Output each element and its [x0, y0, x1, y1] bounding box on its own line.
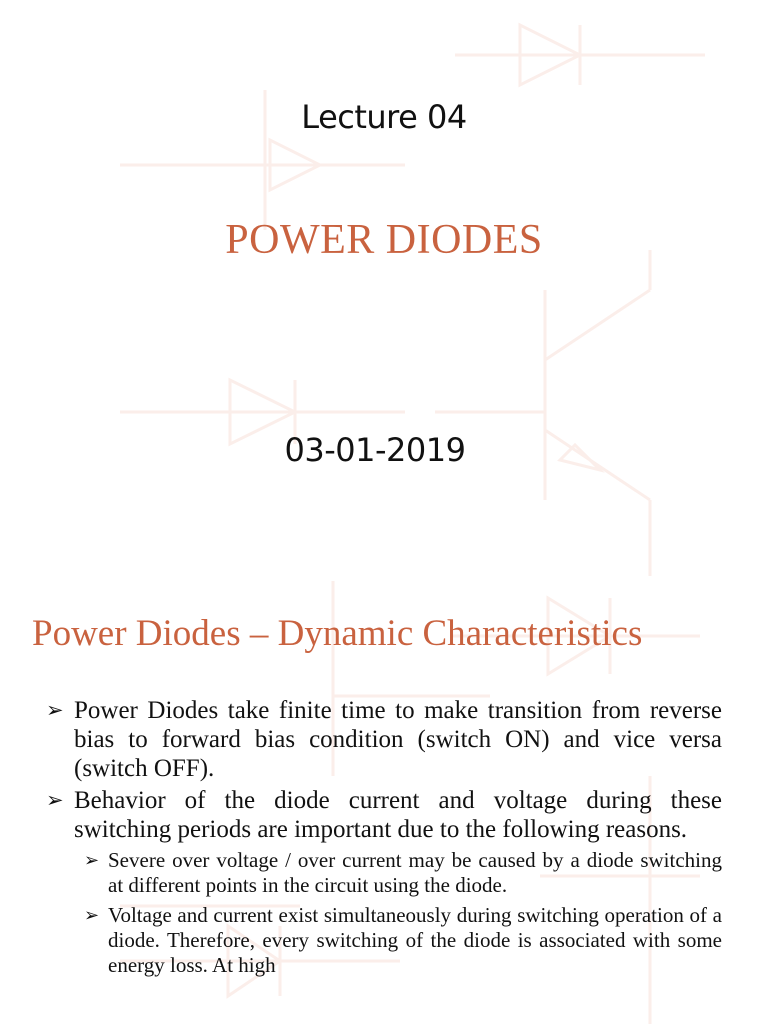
sub-bullet-item — [84, 848, 722, 898]
sub-bullet-text: Voltage and current exist simultaneously during switching operation of a diode. Therefore, every switching of the diode is associated with some energy loss. At high — [108, 903, 722, 977]
lecture-number: Lecture 04 — [301, 98, 467, 136]
arrow-bullet-icon: ➢ — [46, 698, 64, 722]
arrow-bullet-icon: ➢ — [46, 788, 64, 812]
slide-heading: Power Diodes – Dynamic Characteristics — [32, 613, 643, 654]
bullet-text: Behavior of the diode current and voltage during these switching periods are important due to the following reasons. — [74, 787, 722, 843]
bullet-item — [46, 786, 722, 978]
arrow-bullet-icon: ➢ — [84, 905, 100, 925]
sub-bullet-list — [46, 848, 722, 978]
slide-title: POWER DIODES — [225, 217, 543, 263]
sub-bullet-item — [84, 903, 722, 978]
sub-bullet-text: Severe over voltage / over current may be caused by a diode switching at different points in the circuit using the diode. — [108, 848, 722, 897]
bullet-text: Power Diodes take finite time to make transition from reverse bias to forward bias condition (switch ON) and vice versa (switch OFF). — [74, 697, 722, 782]
bullet-item — [46, 696, 722, 783]
content-slide — [0, 576, 768, 1024]
arrow-bullet-icon: ➢ — [84, 850, 100, 870]
bullet-list — [46, 696, 722, 983]
slide-date: 03-01-2019 — [284, 431, 466, 469]
